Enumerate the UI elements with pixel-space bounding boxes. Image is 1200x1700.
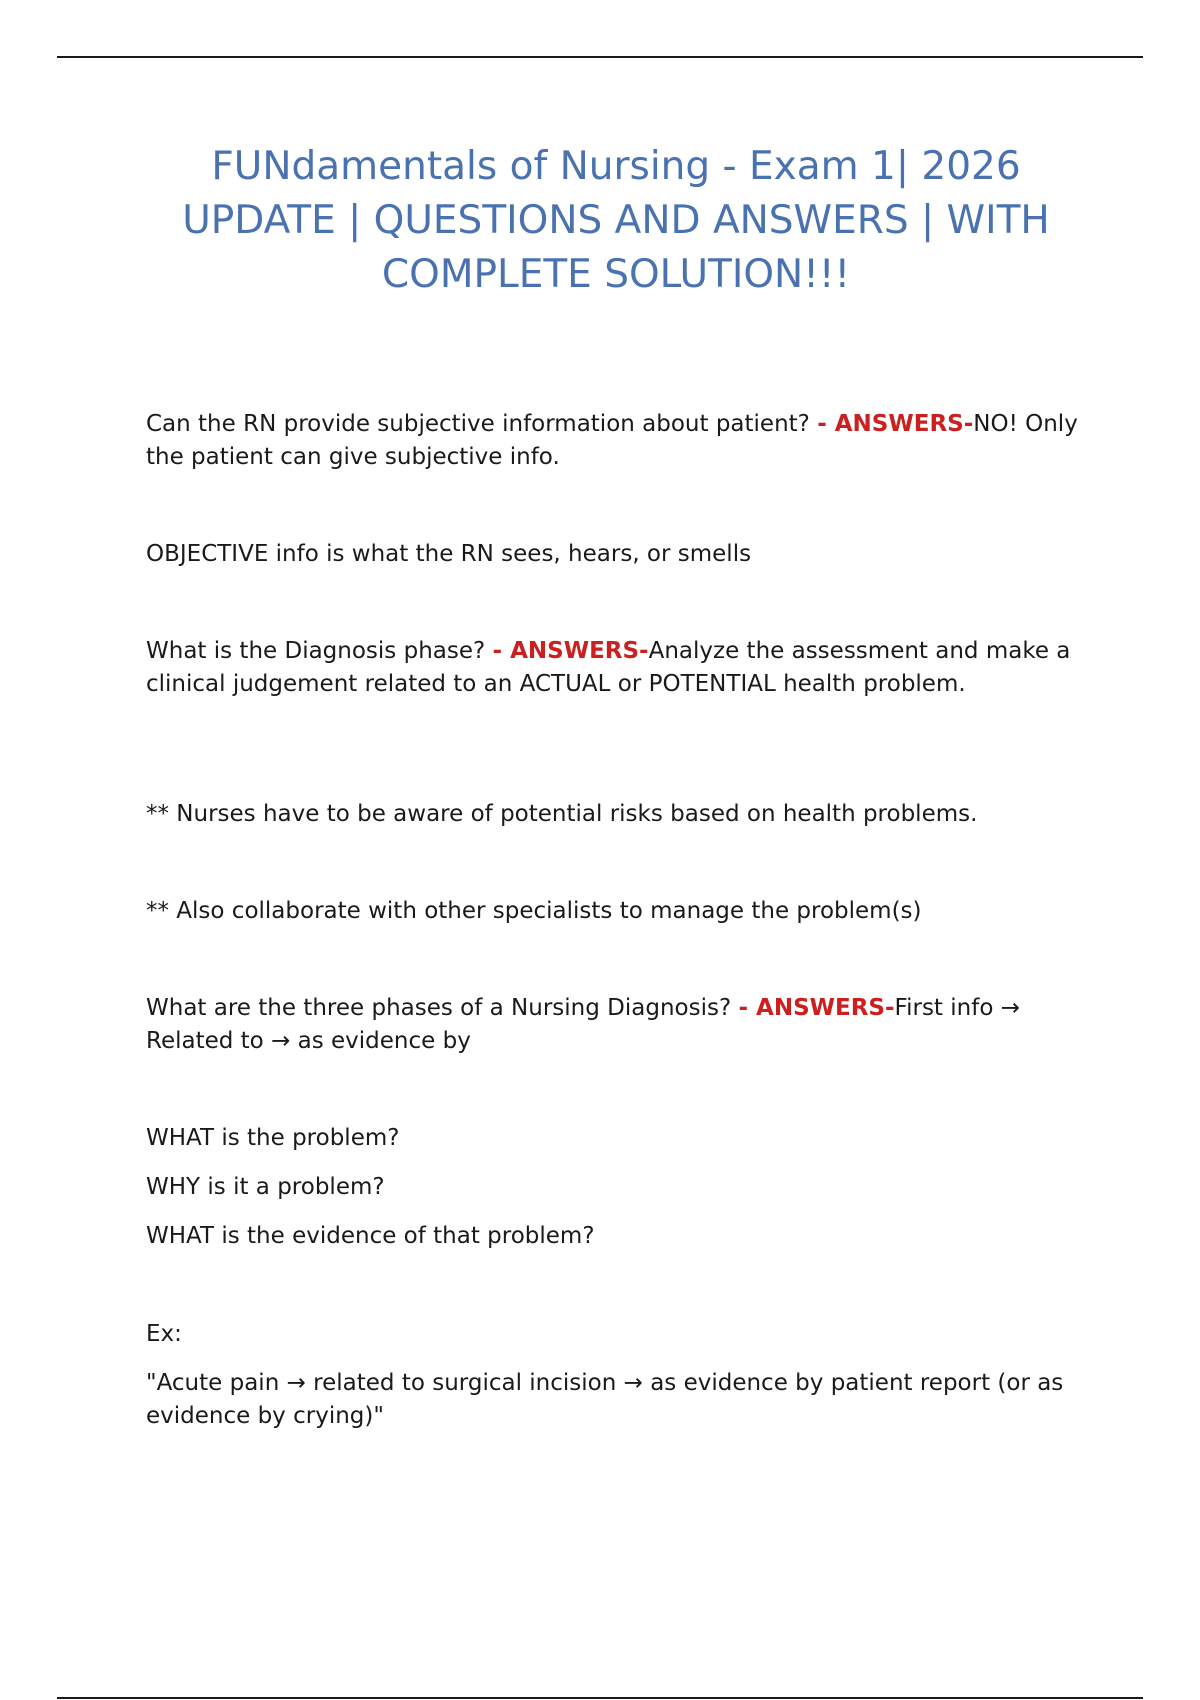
text-paragraph: ** Nurses have to be aware of potential risks based on health problems. xyxy=(146,801,978,827)
qa-paragraph xyxy=(146,408,1091,473)
text-paragraph: ** Also collaborate with other specialists to manage the problem(s) xyxy=(146,898,922,924)
answer-text: NO! Only the patient can give subjective info. xyxy=(146,411,1078,470)
answer-text: First info → Related to → as evidence by xyxy=(146,995,1020,1054)
text-paragraph: WHAT is the problem? xyxy=(146,1125,400,1151)
qa-paragraph xyxy=(146,635,1091,700)
answers-label: - ANSWERS- xyxy=(817,411,974,437)
question-text: What is the Diagnosis phase? xyxy=(146,638,486,664)
document-title: FUNdamentals of Nursing - Exam 1| 2026 UPDATE | QUESTIONS AND ANSWERS | WITH COMPLETE SOLUTION!!! xyxy=(182,144,1050,297)
footer-rule xyxy=(57,1697,1143,1699)
answer-text: Analyze the assessment and make a clinical judgement related to an ACTUAL or POTENTIAL health problem. xyxy=(146,638,1071,697)
answers-label: - ANSWERS- xyxy=(738,995,895,1021)
question-text: What are the three phases of a Nursing Diagnosis? xyxy=(146,995,732,1021)
header-rule xyxy=(57,56,1143,58)
text-paragraph: WHY is it a problem? xyxy=(146,1174,385,1200)
qa-paragraph xyxy=(146,992,1091,1057)
text-paragraph: WHAT is the evidence of that problem? xyxy=(146,1223,595,1249)
text-paragraph: OBJECTIVE info is what the RN sees, hears, or smells xyxy=(146,541,752,567)
text-paragraph: "Acute pain → related to surgical incision → as evidence by patient report (or as evidence by crying)" xyxy=(146,1370,1064,1429)
text-paragraph: Ex: xyxy=(146,1321,182,1347)
answers-label: - ANSWERS- xyxy=(492,638,649,664)
question-text: Can the RN provide subjective information about patient? xyxy=(146,411,810,437)
